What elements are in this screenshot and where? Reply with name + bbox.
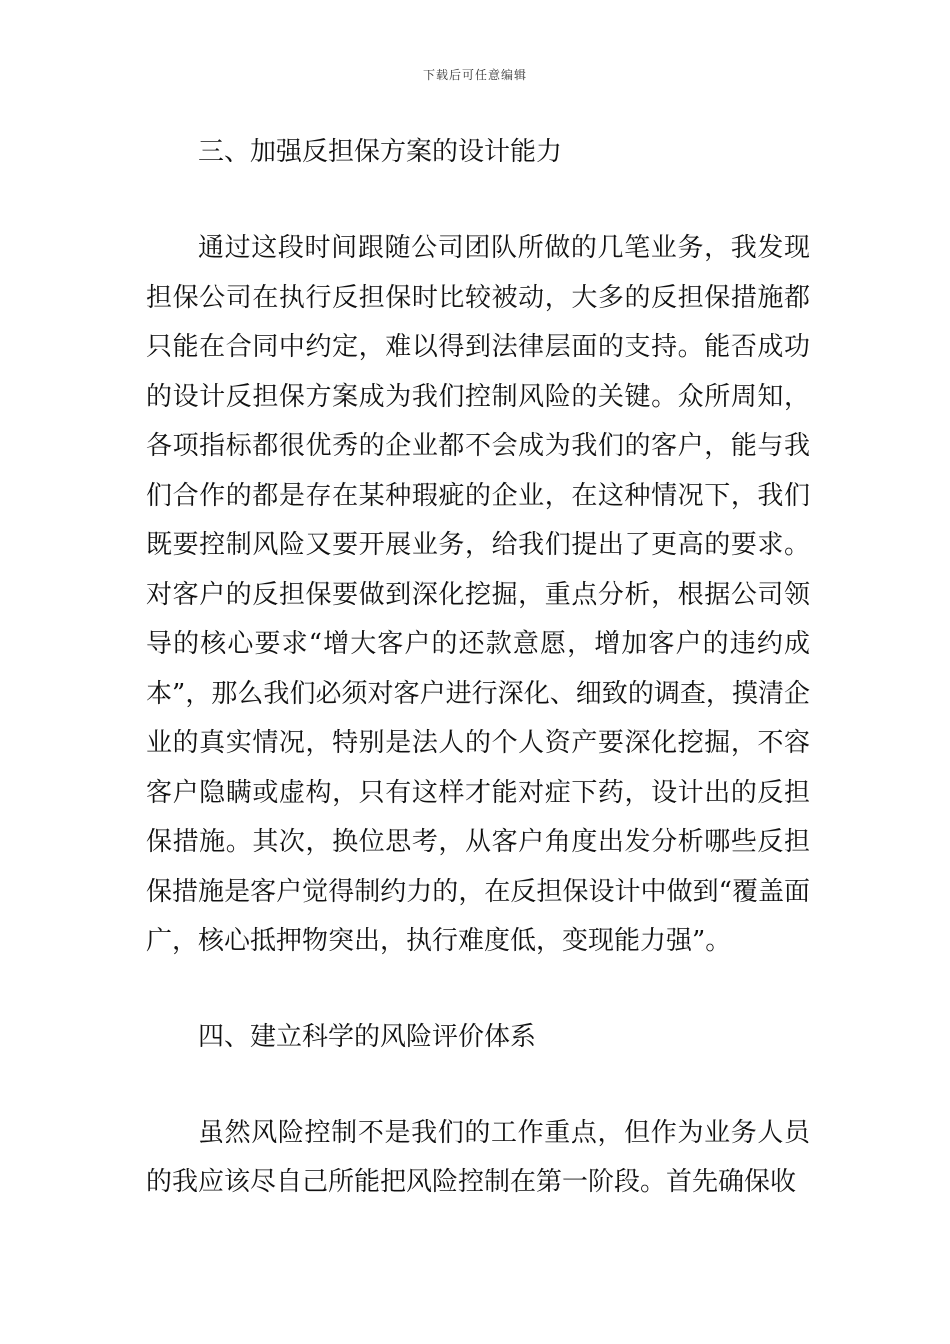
section-heading-4: 四、建立科学的风险评价体系 — [198, 1021, 537, 1052]
spacer — [146, 182, 810, 224]
section-paragraph-4: 虽然风险控制不是我们的工作重点，但作为业务人员的我应该尽自己所能把风险控制在第一阶段。首先确保收 — [146, 1117, 810, 1197]
header-note: 下载后可任意编辑 — [422, 68, 527, 82]
spacer — [146, 967, 810, 1007]
document-body — [146, 122, 810, 1208]
spacer — [146, 1067, 810, 1109]
section-paragraph-3: 通过这段时间跟随公司团队所做的几笔业务，我发现担保公司在执行反担保时比较被动，大多的反担保措施都只能在合同中约定，难以得到法律层面的支持。能否成功的设计反担保方案成为我们控制风险的关键。众所周知，各项指标都很优秀的企业都不会成为我们的客户，能与我们合作的都是存在某种瑕疵的企业，在这种情况下，我们既要控制风险又要开展业务，给我们提出了更高的要求。对客户的反担保要做到深化挖掘，重点分析，根据公司领导的核心要求“增大客户的还款意愿，增加客户的违约成本”，那么我们必须对客户进行深化、细致的调查，摸清企业的真实情况，特别是法人的个人资产要深化挖掘，不容客户隐瞒或虚构，只有这样才能对症下药，设计出的反担保措施。其次，换位思考，从客户角度出发分析哪些反担保措施是客户觉得制约力的，在反担保设计中做到“覆盖面广，核心抵押物突出，执行难度低，变现能力强”。 — [146, 233, 810, 956]
section-heading-3: 三、加强反担保方案的设计能力 — [198, 137, 563, 167]
